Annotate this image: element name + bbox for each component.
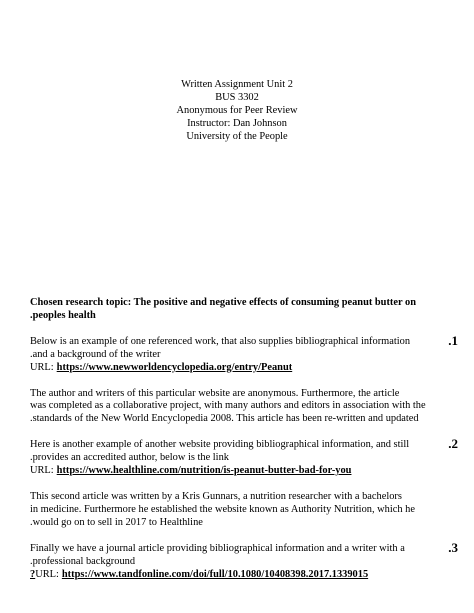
- university-line: University of the People: [186, 131, 288, 143]
- paragraph-line: [30, 436, 458, 452]
- note-paragraph-1: [30, 388, 444, 427]
- paragraph-line: in medicine. Furthermore he established the website known as Authority Nutrition, which he: [30, 503, 415, 515]
- assignment-title: Written Assignment Unit 2: [181, 79, 293, 90]
- course-code: BUS 3302: [215, 92, 259, 104]
- author-line: Anonymous for Peer Review: [176, 105, 298, 117]
- reference-item-2: [30, 436, 458, 478]
- paragraph-line: was completed as a collaborative project, with many authors and editors in association with the: [30, 400, 426, 412]
- paragraph-line: [30, 539, 458, 556]
- paragraph-text: Below is an example of one referenced work, that also supplies bibliographical information: [30, 335, 411, 347]
- url-label: URL:: [30, 361, 54, 373]
- document-body: [30, 297, 458, 594]
- topic-line: .peoples health: [30, 309, 96, 321]
- paragraph-line: .provides an accredited author, below is the link: [30, 452, 229, 464]
- url-label: URL:: [35, 568, 59, 580]
- url-line: [30, 362, 444, 375]
- item-number: .1: [448, 332, 458, 348]
- paragraph-line: This second article was written by a Kris Gunnars, a nutrition researcher with a bachelors: [30, 490, 402, 502]
- url-prefix: ?: [30, 568, 36, 580]
- paragraph-line: .standards of the New World Encyclopedia 2008. This article has been re-written and updated: [30, 413, 419, 425]
- paragraph-text: Here is another example of another website providing bibliographical information, and still: [30, 439, 410, 451]
- item-number: .3: [448, 539, 458, 555]
- url-label: URL:: [30, 465, 54, 477]
- research-topic-heading: [30, 297, 444, 323]
- instructor-line: Instructor: Dan Johnson: [187, 118, 287, 130]
- title-block: [0, 78, 474, 143]
- paragraph-line: .would go on to sell in 2017 to Healthline: [30, 516, 203, 528]
- note-paragraph-2: [30, 491, 444, 530]
- topic-line: Chosen research topic: The positive and negative effects of consuming peanut butter on: [30, 297, 416, 308]
- item-number: .2: [448, 436, 458, 452]
- reference-link[interactable]: https://www.newworldencyclopedia.org/entry/Peanut: [56, 361, 293, 373]
- reference-link[interactable]: https://www.tandfonline.com/doi/full/10.1080/10408398.2017.1339015: [61, 568, 369, 580]
- paragraph-line: [30, 332, 458, 349]
- reference-item-1: [30, 332, 458, 375]
- paragraph-text: Finally we have a journal article providing bibliographical information and a writer with a: [30, 542, 405, 554]
- paragraph-line: .and a background of the writer: [30, 348, 161, 360]
- reference-link[interactable]: https://www.healthline.com/nutrition/is-peanut-butter-bad-for-you: [56, 465, 352, 477]
- reference-item-3: [30, 539, 458, 582]
- paragraph-line: The author and writers of this particular website are anonymous. Furthermore, the article: [30, 387, 400, 399]
- paragraph-line: .professional background: [30, 555, 136, 567]
- url-line: [30, 465, 444, 478]
- url-line: [30, 569, 444, 582]
